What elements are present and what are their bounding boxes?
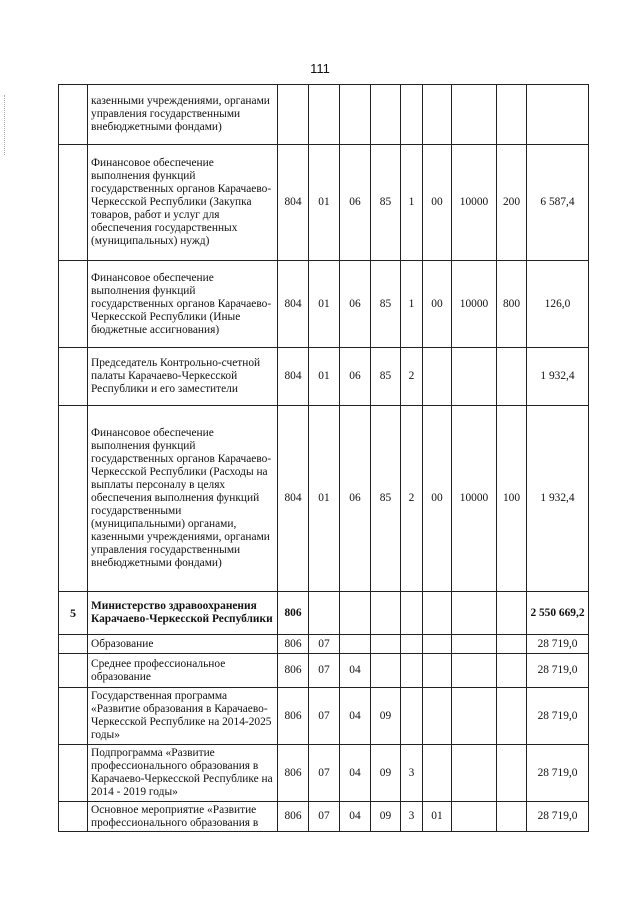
page-number: 111 <box>310 61 330 76</box>
row-code3 <box>423 745 452 802</box>
row-amount: 1 932,4 <box>527 406 589 592</box>
table-row <box>59 688 589 745</box>
row-pr: 06 <box>340 406 371 592</box>
row-code1: 85 <box>371 261 401 348</box>
row-pr: 06 <box>340 261 371 348</box>
row-code3 <box>423 85 452 145</box>
row-code2: 3 <box>401 802 423 832</box>
row-vr <box>497 688 527 745</box>
row-code4 <box>452 635 497 654</box>
row-name: Финансовое обеспечение выполнения функций государственных органов Карачаево-Черкесской Республики (Закупка товаров, работ и услуг для обеспечения государственных (муниципальных) нужд) <box>88 145 278 261</box>
row-name: Среднее профессиональное образование <box>88 654 278 688</box>
row-code1: 09 <box>371 745 401 802</box>
row-name: Председатель Контрольно-счетной палаты Карачаево-Черкесской Республики и его заместители <box>88 348 278 406</box>
row-pr <box>340 635 371 654</box>
row-number <box>59 635 88 654</box>
row-code4 <box>452 745 497 802</box>
row-vr <box>497 348 527 406</box>
row-code1: 09 <box>371 802 401 832</box>
row-amount: 28 719,0 <box>527 688 589 745</box>
row-pr <box>340 85 371 145</box>
row-number <box>59 802 88 832</box>
row-name: Финансовое обеспечение выполнения функций государственных органов Карачаево-Черкесской Республики (Иные бюджетные ассигнования) <box>88 261 278 348</box>
row-amount: 6 587,4 <box>527 145 589 261</box>
table-row <box>59 145 589 261</box>
row-gr: 804 <box>278 406 309 592</box>
table-row <box>59 85 589 145</box>
row-code2: 2 <box>401 348 423 406</box>
row-name: Основное мероприятие «Развитие профессионального образования в <box>88 802 278 832</box>
row-code4: 10000 <box>452 406 497 592</box>
table-row <box>59 348 589 406</box>
row-rz: 01 <box>309 261 340 348</box>
row-number <box>59 145 88 261</box>
row-code4: 10000 <box>452 145 497 261</box>
row-rz: 07 <box>309 745 340 802</box>
row-code3 <box>423 688 452 745</box>
row-code2: 1 <box>401 261 423 348</box>
row-vr <box>497 802 527 832</box>
row-gr: 806 <box>278 592 309 635</box>
row-name: Финансовое обеспечение выполнения функций государственных органов Карачаево-Черкесской Республики (Расходы на выплаты персоналу в целях обеспечения выполнения функций государственными (муниципальными) органами, казенными учреждениями, органами управления государственными внебюджетными фондами) <box>88 406 278 592</box>
row-rz: 01 <box>309 406 340 592</box>
row-gr: 806 <box>278 635 309 654</box>
row-vr <box>497 635 527 654</box>
row-pr: 06 <box>340 348 371 406</box>
row-code1 <box>371 654 401 688</box>
table-row <box>59 592 589 635</box>
row-code3: 01 <box>423 802 452 832</box>
row-code4 <box>452 802 497 832</box>
row-code2: 2 <box>401 406 423 592</box>
scan-margin-marks <box>4 95 8 155</box>
row-number <box>59 745 88 802</box>
row-code3: 00 <box>423 145 452 261</box>
row-gr: 806 <box>278 688 309 745</box>
row-gr: 804 <box>278 261 309 348</box>
row-code3 <box>423 348 452 406</box>
row-code1: 85 <box>371 348 401 406</box>
row-rz: 07 <box>309 802 340 832</box>
row-pr: 06 <box>340 145 371 261</box>
row-name: Образование <box>88 635 278 654</box>
row-code2: 3 <box>401 745 423 802</box>
row-name: казенными учреждениями, органами управления государственными внебюджетными фондами) <box>88 85 278 145</box>
table-row <box>59 635 589 654</box>
row-rz: 07 <box>309 688 340 745</box>
row-rz: 01 <box>309 348 340 406</box>
row-rz <box>309 592 340 635</box>
row-gr: 804 <box>278 348 309 406</box>
table-row <box>59 654 589 688</box>
row-name: Министерство здравоохранения Карачаево-Черкесской Республики <box>88 592 278 635</box>
row-pr: 04 <box>340 688 371 745</box>
row-amount: 28 719,0 <box>527 635 589 654</box>
row-amount: 28 719,0 <box>527 654 589 688</box>
row-code1 <box>371 85 401 145</box>
row-amount: 2 550 669,2 <box>527 592 589 635</box>
row-code2 <box>401 592 423 635</box>
row-rz: 07 <box>309 635 340 654</box>
row-vr: 100 <box>497 406 527 592</box>
row-code3 <box>423 635 452 654</box>
row-gr: 806 <box>278 745 309 802</box>
row-code2 <box>401 688 423 745</box>
table-row <box>59 261 589 348</box>
row-number: 5 <box>59 592 88 635</box>
row-number <box>59 85 88 145</box>
row-code1 <box>371 635 401 654</box>
row-code1: 85 <box>371 406 401 592</box>
row-code3 <box>423 592 452 635</box>
row-code4 <box>452 348 497 406</box>
row-vr <box>497 592 527 635</box>
table-row <box>59 745 589 802</box>
row-gr: 806 <box>278 802 309 832</box>
row-code3: 00 <box>423 261 452 348</box>
budget-table <box>58 84 589 832</box>
row-vr <box>497 745 527 802</box>
row-code1 <box>371 592 401 635</box>
row-amount: 28 719,0 <box>527 745 589 802</box>
row-code3: 00 <box>423 406 452 592</box>
row-vr: 200 <box>497 145 527 261</box>
row-code2: 1 <box>401 145 423 261</box>
row-number <box>59 688 88 745</box>
row-code4 <box>452 654 497 688</box>
row-pr <box>340 592 371 635</box>
row-gr: 806 <box>278 654 309 688</box>
row-number <box>59 261 88 348</box>
row-code3 <box>423 654 452 688</box>
row-code4 <box>452 688 497 745</box>
row-vr <box>497 85 527 145</box>
row-rz: 01 <box>309 145 340 261</box>
row-amount: 1 932,4 <box>527 348 589 406</box>
row-gr: 804 <box>278 145 309 261</box>
row-vr: 800 <box>497 261 527 348</box>
row-rz <box>309 85 340 145</box>
row-name: Подпрограмма «Развитие профессионального образования в Карачаево-Черкесской Республике на 2014 - 2019 годы» <box>88 745 278 802</box>
row-code4 <box>452 85 497 145</box>
row-code1: 09 <box>371 688 401 745</box>
table-row <box>59 406 589 592</box>
row-number <box>59 348 88 406</box>
row-pr: 04 <box>340 802 371 832</box>
row-name: Государственная программа «Развитие образования в Карачаево-Черкесской Республике на 2014-2025 годы» <box>88 688 278 745</box>
row-pr: 04 <box>340 654 371 688</box>
row-vr <box>497 654 527 688</box>
row-gr <box>278 85 309 145</box>
row-code4: 10000 <box>452 261 497 348</box>
row-code1: 85 <box>371 145 401 261</box>
row-number <box>59 406 88 592</box>
row-pr: 04 <box>340 745 371 802</box>
row-amount: 28 719,0 <box>527 802 589 832</box>
row-code2 <box>401 654 423 688</box>
row-code2 <box>401 85 423 145</box>
table-row <box>59 802 589 832</box>
row-amount: 126,0 <box>527 261 589 348</box>
row-code2 <box>401 635 423 654</box>
row-code4 <box>452 592 497 635</box>
row-number <box>59 654 88 688</box>
row-amount <box>527 85 589 145</box>
row-rz: 07 <box>309 654 340 688</box>
